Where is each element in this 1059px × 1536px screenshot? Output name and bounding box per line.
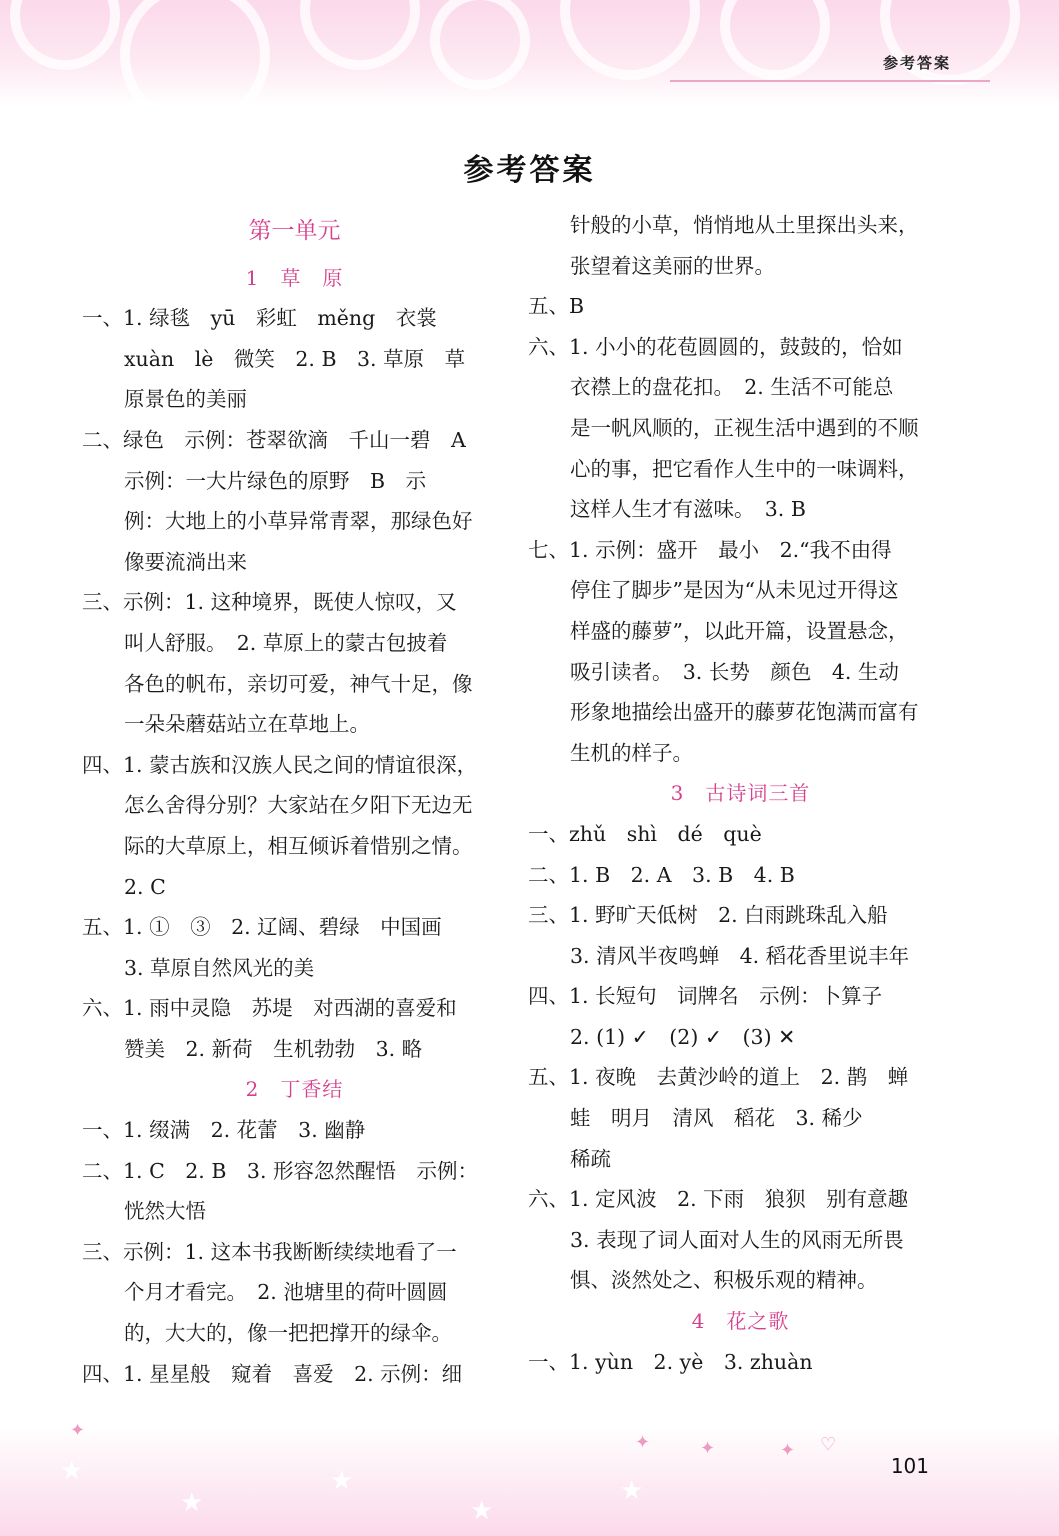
answer-line: 赞美 2. 新荷 生机勃勃 3. 略 (124, 1036, 423, 1061)
sparkle-icon: ✦ (70, 1420, 86, 1441)
answer-line: 叫人舒服。 2. 草原上的蒙古包披着 (124, 630, 448, 655)
answer-line: 生机的样子。 (570, 740, 693, 765)
unit-heading: 第一单元 (248, 218, 341, 244)
header-rule (670, 80, 990, 82)
answer-line: 是一帆风顺的，正视生活中遇到的不顺 (570, 415, 919, 440)
answer-line: 一朵朵蘑菇站立在草地上。 (124, 712, 370, 737)
answer-line: 六、1. 定风波 2. 下雨 狼狈 别有意趣 (528, 1187, 909, 1212)
running-head: 参考答案 (882, 54, 951, 72)
answer-line: 二、绿色 示例：苍翠欲滴 千山一碧 A (82, 427, 466, 452)
answer-line: 像要流淌出来 (124, 549, 247, 574)
sparkle-icon: ✦ (780, 1440, 796, 1461)
right-column (528, 205, 953, 1382)
answer-line: 一、1. 绿毯 yū 彩虹 měng 衣裳 (82, 306, 437, 331)
sparkle-icon: ✦ (635, 1432, 651, 1453)
answer-line: 形象地描绘出盛开的藤萝花饱满而富有 (570, 700, 919, 725)
lesson-heading: 4 花之歌 (691, 1309, 790, 1334)
answer-line: 际的大草原上，相互倾诉着惜别之情。 (124, 833, 473, 858)
answer-line: 四、1. 蒙古族和汉族人民之间的情谊很深， (82, 752, 478, 777)
answer-line: 恍然大悟 (124, 1199, 206, 1224)
answer-line: 六、1. 雨中灵隐 苏堤 对西湖的喜爱和 (82, 996, 457, 1021)
answer-line: 五、B (528, 294, 585, 319)
answer-line: 怎么舍得分别？大家站在夕阳下无边无 (124, 793, 473, 818)
answer-line: 2. (1) ✓ (2) ✓ (3) ✕ (570, 1024, 796, 1049)
answer-line: 张望着这美丽的世界。 (570, 253, 775, 278)
answer-line: 四、1. 星星般 窥着 喜爱 2. 示例：细 (82, 1361, 463, 1386)
lesson-heading: 3 古诗词三首 (670, 781, 811, 806)
answer-line: 停住了脚步”是因为“从未见过开得这 (570, 578, 899, 603)
answer-line: 五、1. 夜晚 去黄沙岭的道上 2. 鹊 蝉 (528, 1065, 909, 1090)
answer-line: 的，大大的，像一把把撑开的绿伞。 (124, 1321, 452, 1346)
answer-line: 惧、淡然处之、积极乐观的精神。 (570, 1268, 878, 1293)
answer-line: 示例：一大片绿色的原野 B 示 (124, 468, 427, 493)
answer-line: 一、1. 缀满 2. 花蕾 3. 幽静 (82, 1118, 366, 1143)
answer-line: 三、1. 野旷天低树 2. 白雨跳珠乱入船 (528, 903, 888, 928)
answer-line: 三、示例：1. 这种境界，既使人惊叹，又 (82, 590, 457, 615)
answer-line: 原景色的美丽 (124, 387, 247, 412)
answer-line: 各色的帆布，亲切可爱，神气十足，像 (124, 671, 473, 696)
star-icon: ★ (620, 1476, 644, 1506)
answer-line: 3. 清风半夜鸣蝉 4. 稻花香里说丰年 (570, 943, 910, 968)
answer-line: xuàn lè 微笑 2. B 3. 草原 草 (124, 346, 466, 371)
answer-line: 2. C (124, 874, 166, 899)
answer-line: 六、1. 小小的花苞圆圆的，鼓鼓的，恰如 (528, 334, 903, 359)
page-title: 参考答案 (463, 153, 596, 188)
answer-line: 样盛的藤萝”，以此开篇，设置悬念， (570, 618, 909, 643)
answer-line: 例：大地上的小草异常青翠，那绿色好 (124, 509, 473, 534)
star-icon: ★ (180, 1488, 204, 1518)
answer-line: 吸引读者。 3. 长势 颜色 4. 生动 (570, 659, 899, 684)
answer-line: 二、1. B 2. A 3. B 4. B (528, 862, 795, 887)
answer-line: 3. 草原自然风光的美 (124, 955, 315, 980)
answer-line: 衣襟上的盘花扣。 2. 生活不可能总 (570, 375, 894, 400)
left-column (82, 205, 507, 1394)
sparkle-icon: ✦ (700, 1438, 716, 1459)
answer-line: 蛙 明月 清风 稻花 3. 稀少 (570, 1106, 863, 1131)
answer-line: 四、1. 长短句 词牌名 示例：卜算子 (528, 984, 883, 1009)
answer-line: 二、1. C 2. B 3. 形容忽然醒悟 示例： (82, 1158, 478, 1183)
lesson-heading: 1 草 原 (245, 265, 344, 290)
answer-line: 一、zhǔ shì dé què (528, 821, 762, 846)
footer-decoration (0, 1426, 1059, 1536)
answer-line: 这样人生才有滋味。 3. B (570, 497, 806, 522)
answer-line: 五、1. ① ③ 2. 辽阔、碧绿 中国画 (82, 915, 442, 940)
answer-line: 七、1. 示例：盛开 最小 2.“我不由得 (528, 537, 892, 562)
heart-icon: ♡ (820, 1434, 837, 1455)
answer-line: 三、示例：1. 这本书我断断续续地看了一 (82, 1239, 457, 1264)
answer-line: 针般的小草，悄悄地从土里探出头来， (570, 213, 919, 237)
answer-line: 一、1. yùn 2. yè 3. zhuàn (528, 1349, 813, 1374)
star-icon: ★ (330, 1466, 354, 1496)
answer-line: 心的事，把它看作人生中的一味调料， (570, 456, 919, 481)
page-number: 101 (890, 1454, 929, 1478)
lesson-heading: 2 丁香结 (245, 1077, 344, 1102)
star-icon: ★ (60, 1456, 84, 1486)
answer-line: 3. 表现了词人面对人生的风雨无所畏 (570, 1227, 904, 1252)
answer-line: 稀疏 (570, 1146, 611, 1171)
star-icon: ★ (470, 1496, 494, 1526)
answer-line: 个月才看完。 2. 池塘里的荷叶圆圆 (124, 1280, 448, 1305)
